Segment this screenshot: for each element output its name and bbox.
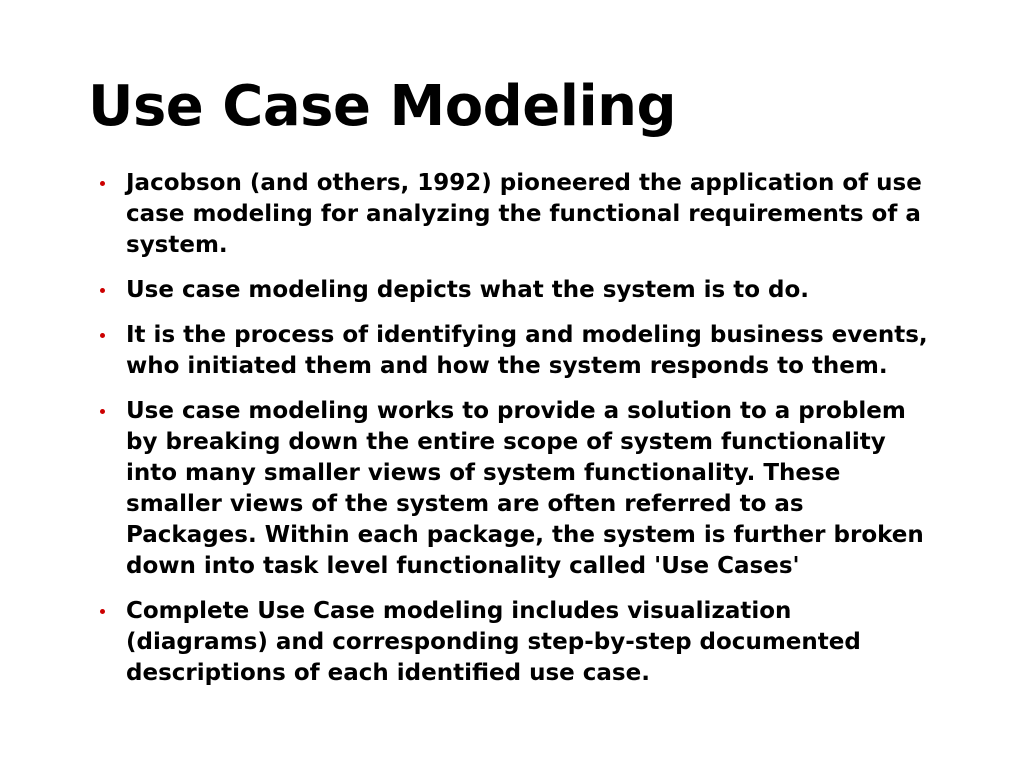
bullet-dot-icon — [100, 288, 105, 293]
bullet-text: Jacobson (and others, 1992) pioneered the application of use case modeling for analyzing the functional requirements of a system. — [126, 170, 922, 258]
bullet-text: Use case modeling works to provide a solution to a problem by breaking down the entire scope of system functionality into many smaller views of system functionality. These smaller views of the system are often referred to as Packages. Within each package, the system is further broken down into task level functionality called 'Use Cases' — [126, 398, 924, 579]
bullet-text: Use case modeling depicts what the system is to do. — [126, 277, 810, 303]
bullet-text: It is the process of identifying and modeling business events, who initiated them and how the system responds to them. — [126, 322, 928, 379]
bullet-dot-icon — [100, 181, 105, 186]
bullet-item-5 — [100, 596, 940, 689]
bullet-dot-icon — [100, 333, 105, 338]
slide-title: Use Case Modeling — [88, 74, 677, 139]
bullet-item-2 — [100, 275, 940, 306]
bullet-item-4 — [100, 396, 940, 582]
bullet-list — [100, 168, 940, 703]
bullet-dot-icon — [100, 609, 105, 614]
bullet-text: Complete Use Case modeling includes visualization (diagrams) and corresponding step-by-step documented descriptions of each identified use case. — [126, 598, 861, 686]
bullet-item-1 — [100, 168, 940, 261]
bullet-dot-icon — [100, 409, 105, 414]
bullet-item-3 — [100, 320, 940, 382]
